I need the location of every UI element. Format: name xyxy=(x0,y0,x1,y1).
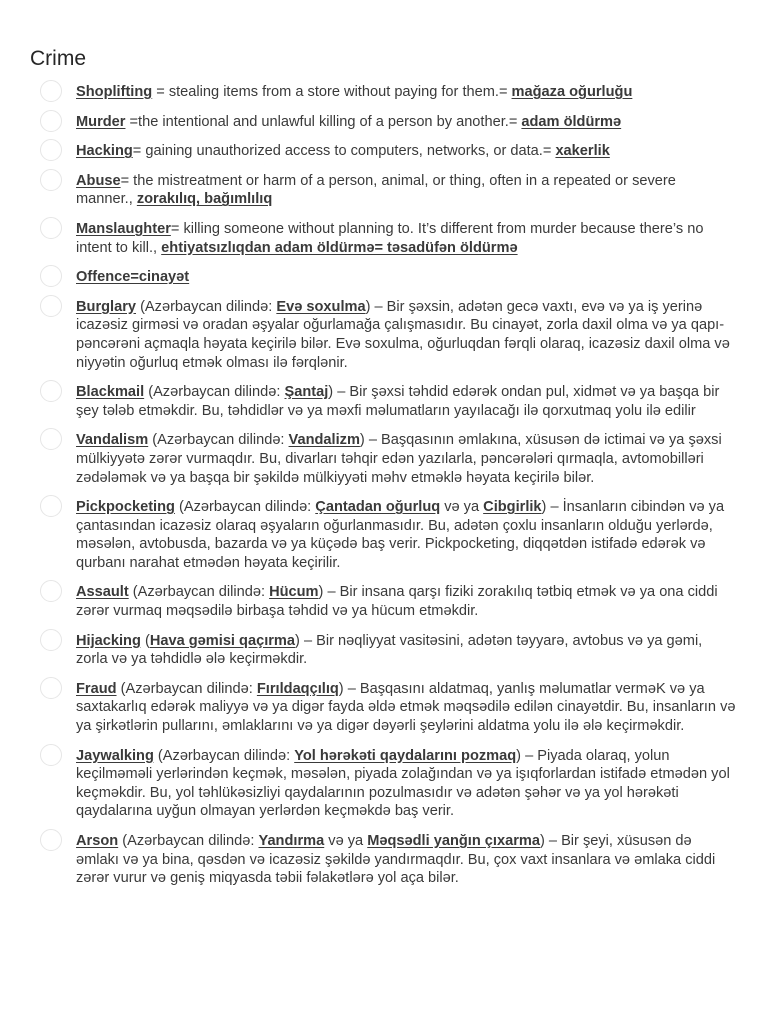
term-link[interactable]: Murder xyxy=(76,113,126,130)
checkbox-circle-icon[interactable] xyxy=(40,428,62,450)
item-text: (Azərbaycan dilində: xyxy=(144,384,285,401)
checklist-item xyxy=(30,832,736,888)
checkbox-circle-icon[interactable] xyxy=(40,677,62,699)
checklist-item xyxy=(30,220,736,257)
item-text: (Azərbaycan dilində: xyxy=(128,584,270,601)
item-text: ( xyxy=(140,632,150,649)
checkbox-circle-icon[interactable] xyxy=(40,744,62,766)
checklist-item xyxy=(30,383,736,420)
translation-link[interactable]: ehtiyatsızlıqdan adam öldürmə= təsadüfən öldürmə xyxy=(161,239,518,256)
term-link[interactable]: Fraud xyxy=(76,680,117,697)
item-text: və ya xyxy=(324,833,368,849)
item-text: ) – Bir nəqliyyat vasitəsini, adətən təyyarə, avtobus və ya gəmi, zorla və ya təhdidlə ələ keçirməkdir. xyxy=(76,632,703,668)
item-text: ) – Bir şeyi, xüsusən də əmlakı və ya bina, qəsdən və icazəsiz şəkildə yandırmaqdır. Bu, çox vaxt insanlara və əmlaka ciddi zərər vurur və geniş miqyasda təbii fəlakətlərə yol aça bilər. xyxy=(76,833,716,887)
checklist-item xyxy=(30,583,736,620)
item-text: (Azərbaycan dilində: xyxy=(148,432,289,449)
term-link[interactable]: Shoplifting xyxy=(76,84,153,100)
translation-link[interactable]: Fırıldaqçılıq xyxy=(256,680,339,697)
term-link[interactable]: Assault xyxy=(76,584,129,601)
checklist-item xyxy=(30,747,736,821)
checklist xyxy=(30,83,738,888)
term-link[interactable]: Burglary xyxy=(76,298,137,315)
checkbox-circle-icon[interactable] xyxy=(40,495,62,517)
translation-link[interactable]: Hücum xyxy=(269,584,319,601)
checkbox-circle-icon[interactable] xyxy=(40,295,62,317)
term-link[interactable]: Hijacking xyxy=(76,632,141,649)
item-text: ) – İnsanların cibindən və ya çantasından icazəsiz olaraq əşyaların oğurlanmasıdır. Bu, adətən çoxlu insanların olduğu yerlərdə, məsələn, avtobusda, bazarda və ya küçədə baş verir. Pickpocketing, diqqətdən istifadə edərək və qurbanı narahat etmədən həyata keçirilir. xyxy=(76,499,725,571)
item-text: (Azərbaycan dilində: xyxy=(116,680,257,697)
checklist-item xyxy=(30,172,736,209)
item-text: ) – Bir şəxsin, adətən gecə vaxtı, evə və ya iş yerinə icazəsiz girməsi və oradan əşyalar oğurlamağa çalışmasıdır. Bu cinayət, zorla daxil olma və ya qapı-pəncərəni açmaqla həyata keçirilə bilər. Evə soxulma, oğurluqdan fərqli olaraq, icazəsiz daxil olma və niyyətin oğurluq etmək olması ilə fərqlənir. xyxy=(76,298,730,371)
checklist-item xyxy=(30,113,736,132)
checklist-item xyxy=(30,298,736,372)
page-title: Crime xyxy=(30,47,86,70)
translation-link[interactable]: Hava gəmisi qaçırma xyxy=(149,632,296,649)
item-text: (Azərbaycan dilində: xyxy=(153,747,295,764)
checklist-item xyxy=(30,431,736,487)
item-text: ) – Başqasını aldatmaq, yanlış məlumatlar verməK və ya saxtakarlıq edərək maliyyə və ya digər fayda əldə etmək məqsədilə edilən cinayətdir. Bu, insanların və ya şirkətlərin pullarını, əmlaklarını və ya digər dəyərli şeylərini aldatma yolu ilə ələ keçirməkdir. xyxy=(76,680,736,735)
term-link[interactable]: Hacking xyxy=(76,143,133,160)
checklist-item xyxy=(30,632,736,669)
term-link[interactable]: Vandalism xyxy=(76,432,149,449)
item-text: ) – Piyada olaraq, yolun keçilməməli yerlərindən keçmək, məsələn, piyada zolağından və ya işıqforlardan istifadə etmədən yol keçməkdir. Bu, yol təhlükəsizliyi qaydalarının pozulmasıdır və adətən şəhər və ya yol hərəkəti qaydalarına uyğun olmayan yerlərdən keçməkdə baş verir. xyxy=(76,747,730,820)
item-text: = killing someone without planning to. It’s different from murder because there’s no intent to kill., xyxy=(76,220,704,256)
checkbox-circle-icon[interactable] xyxy=(40,217,62,239)
checklist-item xyxy=(30,268,736,287)
item-text: ) – Bir insana qarşı fiziki zorakılıq tətbiq etmək və ya ona ciddi zərər vurmaq məqsədilə birbaşa təhdid və ya hücum etməkdir. xyxy=(76,584,718,620)
translation-link[interactable]: xakerlik xyxy=(555,143,610,160)
checkbox-circle-icon[interactable] xyxy=(40,80,62,102)
term-link[interactable]: Jaywalking xyxy=(76,747,154,764)
translation-link[interactable]: Vandalizm xyxy=(288,432,360,449)
checkbox-circle-icon[interactable] xyxy=(40,829,62,851)
checklist-item xyxy=(30,83,736,102)
term-link[interactable]: Blackmail xyxy=(76,384,145,401)
checkbox-circle-icon[interactable] xyxy=(40,139,62,161)
term-link[interactable]: Offence=cinayət xyxy=(76,269,190,286)
translation-link-2[interactable]: Cibgirlik xyxy=(483,499,542,516)
translation-link[interactable]: Yol hərəkəti qaydalarını pozmaq xyxy=(294,747,517,764)
item-text: =the intentional and unlawful killing of a person by another.= xyxy=(125,113,522,130)
item-text: = gaining unauthorized access to computers, networks, or data.= xyxy=(132,143,556,160)
translation-link[interactable]: adam öldürmə xyxy=(521,113,622,130)
item-text: = the mistreatment or harm of a person, animal, or thing, often in a repeated or severe manner., xyxy=(76,172,676,208)
item-text: = stealing items from a store without paying for them.= xyxy=(152,84,512,100)
item-text: (Azərbaycan dilində: xyxy=(174,499,316,516)
item-text: (Azərbaycan dilində: xyxy=(136,298,277,315)
translation-link[interactable]: Şantaj xyxy=(284,384,329,401)
checkbox-circle-icon[interactable] xyxy=(40,169,62,191)
translation-link[interactable]: Evə soxulma xyxy=(276,298,366,315)
checkbox-circle-icon[interactable] xyxy=(40,580,62,602)
item-text: (Azərbaycan dilində: xyxy=(118,833,259,849)
translation-link[interactable]: Çantadan oğurluq xyxy=(315,499,441,516)
checklist-item xyxy=(30,142,736,161)
item-text: ) – Bir şəxsi təhdid edərək ondan pul, xidmət və ya başqa bir şey tələb etməkdir. Bu, təhdidlər və ya məxfi məlumatların yayılacağı ilə qorxutmaq yolu ilə edilir xyxy=(76,384,720,419)
translation-link[interactable]: zorakılıq, bağımlılıq xyxy=(136,191,273,208)
translation-link[interactable]: Yandırma xyxy=(258,833,325,849)
checkbox-circle-icon[interactable] xyxy=(40,110,62,132)
term-link[interactable]: Abuse xyxy=(76,172,121,189)
term-link[interactable]: Arson xyxy=(76,833,119,849)
item-text: və ya xyxy=(440,499,484,516)
term-link[interactable]: Pickpocketing xyxy=(76,499,175,516)
checkbox-circle-icon[interactable] xyxy=(40,380,62,402)
term-link[interactable]: Manslaughter xyxy=(76,220,171,237)
item-text: ) – Başqasının əmlakına, xüsusən də ictimai və ya şəxsi mülkiyyətə zərər vurmaqdır. Bu, divarları təhqir edən yazılarla, pəncərələri qırmaqla, avtomobilləri zədələmək və ya başqa bir şəkildə mülkiyyəti məhv etməklə həyata keçirilə bilər. xyxy=(76,432,722,486)
checklist-item xyxy=(30,680,736,736)
checkbox-circle-icon[interactable] xyxy=(40,629,62,651)
translation-link[interactable]: mağaza oğurluğu xyxy=(511,84,633,100)
checkbox-circle-icon[interactable] xyxy=(40,265,62,287)
translation-link-2[interactable]: Məqsədli yanğın çıxarma xyxy=(367,833,540,849)
checklist-item xyxy=(30,498,736,572)
